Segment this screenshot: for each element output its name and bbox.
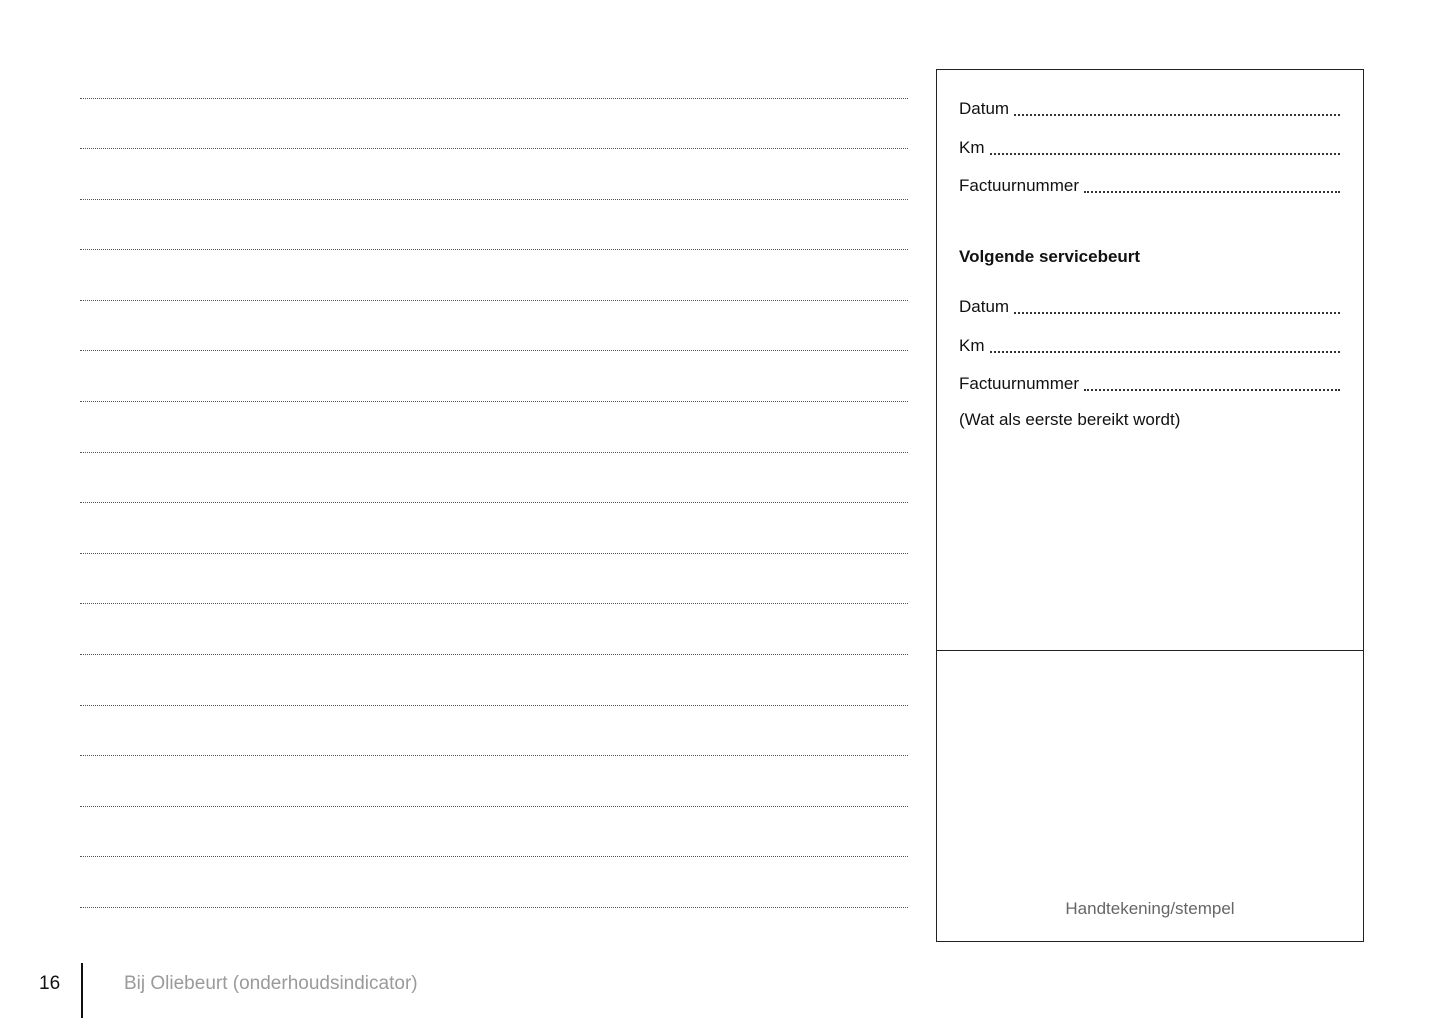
note-line[interactable]	[80, 755, 908, 756]
km-label: Km	[959, 138, 985, 157]
note-line[interactable]	[80, 199, 908, 200]
note-line[interactable]	[80, 705, 908, 706]
note-line[interactable]	[80, 553, 908, 554]
page-number: 16	[39, 973, 61, 994]
note-line[interactable]	[80, 502, 908, 503]
next-date-entry-line[interactable]	[1014, 312, 1340, 314]
next-invoice-number-field[interactable]	[959, 370, 1340, 394]
note-line[interactable]	[80, 350, 908, 351]
service-record-card	[936, 69, 1364, 942]
signature-stamp-area[interactable]	[937, 651, 1363, 941]
next-km-label: Km	[959, 336, 985, 355]
invoice-number-field[interactable]	[959, 172, 1340, 196]
next-invoice-number-entry-line[interactable]	[1084, 389, 1340, 391]
note-line[interactable]	[80, 401, 908, 402]
date-label: Datum	[959, 99, 1010, 118]
notes-area	[80, 0, 908, 940]
next-date-label: Datum	[959, 297, 1010, 316]
date-entry-line[interactable]	[1014, 114, 1340, 116]
whichever-first-note: (Wat als eerste bereikt wordt)	[959, 410, 1181, 429]
note-line[interactable]	[80, 907, 908, 908]
next-date-field[interactable]	[959, 293, 1340, 317]
footer-divider	[81, 963, 83, 1018]
note-line[interactable]	[80, 603, 908, 604]
note-line[interactable]	[80, 148, 908, 149]
note-line[interactable]	[80, 856, 908, 857]
note-line[interactable]	[80, 98, 908, 99]
km-field[interactable]	[959, 134, 1340, 158]
note-line[interactable]	[80, 300, 908, 301]
note-line[interactable]	[80, 806, 908, 807]
note-line[interactable]	[80, 249, 908, 250]
date-field[interactable]	[959, 95, 1340, 119]
invoice-number-entry-line[interactable]	[1084, 191, 1340, 193]
next-invoice-number-label: Factuurnummer	[959, 374, 1079, 393]
note-line[interactable]	[80, 654, 908, 655]
service-details-section	[937, 70, 1363, 651]
km-entry-line[interactable]	[990, 153, 1341, 155]
next-km-field[interactable]	[959, 332, 1340, 356]
next-km-entry-line[interactable]	[990, 351, 1341, 353]
signature-label: Handtekening/stempel	[1065, 899, 1235, 918]
next-service-heading: Volgende servicebeurt	[959, 247, 1141, 266]
section-title: Bij Oliebeurt (onderhoudsindicator)	[124, 973, 418, 994]
note-line[interactable]	[80, 452, 908, 453]
invoice-number-label: Factuurnummer	[959, 176, 1079, 195]
